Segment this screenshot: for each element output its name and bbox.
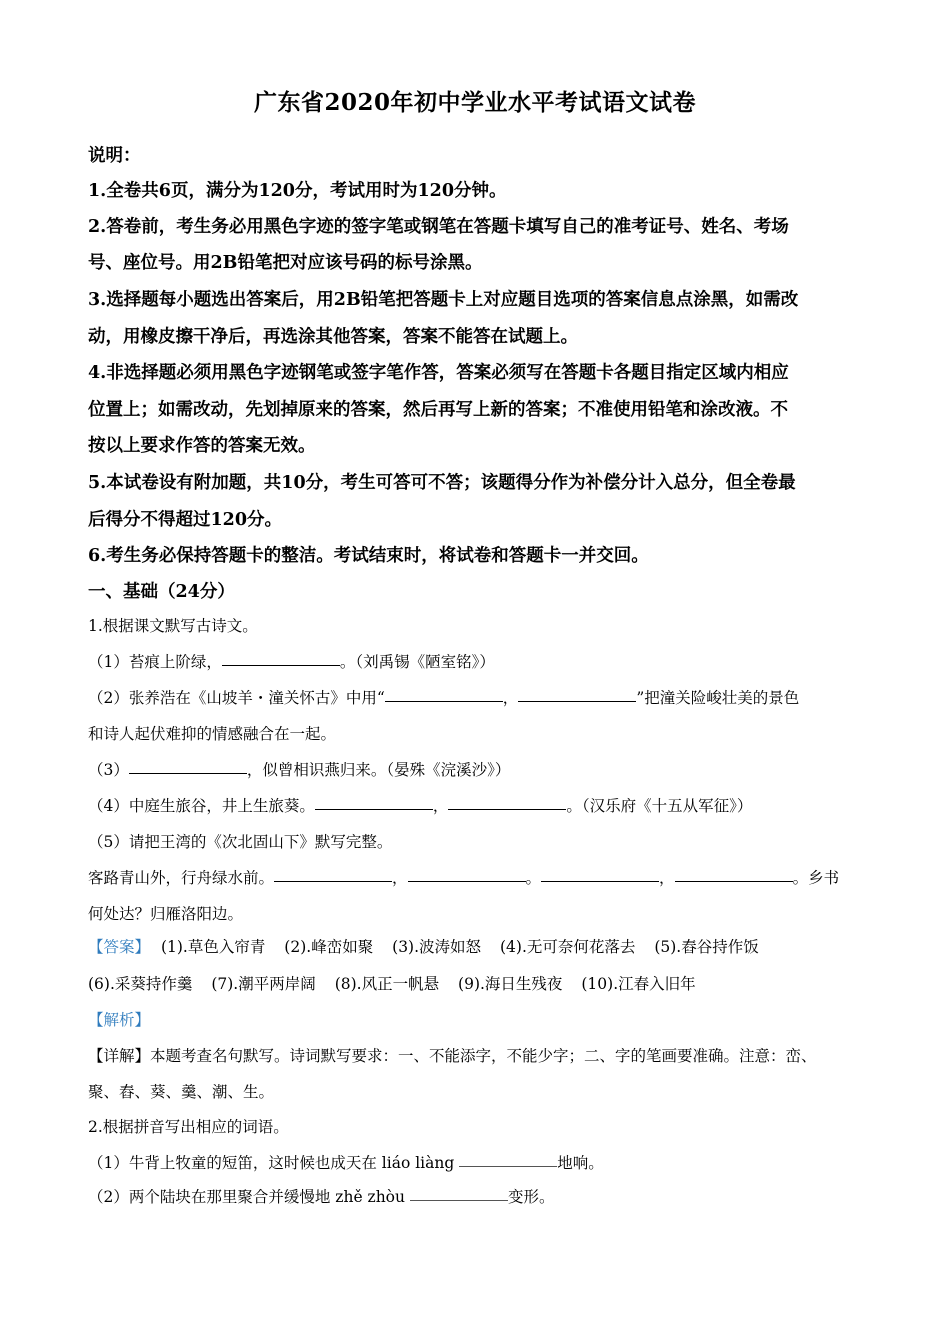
answer-blank [410,1199,508,1201]
instruction-line: 号、座位号。用2B铅笔把对应该号码的标号涂黑。 [88,253,483,273]
text: 客路青山外，行舟绿水前。 [88,869,275,887]
answer-text: 江春入旧年 [618,975,696,993]
text: （2）张养浩在《山坡羊・潼关怀古》中用“ [88,689,385,707]
detail-line-cont: 聚、舂、葵、羹、潮、生。 [88,1083,275,1101]
answer-text: 舂谷持作饭 [681,938,759,956]
detail-text: 本题考查名句默写。诗词默写要求：一、不能添字，不能少字；二、字的笔画要准确。注意：峦、 [150,1047,817,1065]
answer-blank [518,700,636,702]
answer-num: (7). [211,975,239,993]
answer-text: 草色入帘青 [187,938,266,956]
instructions-heading: 说明： [88,146,141,166]
answer-num: (8). [334,975,362,993]
detail-line [88,1044,817,1066]
text: 。（汉乐府《十五从军征》） [566,797,753,815]
instruction-line: 后得分不得超过120分。 [88,510,283,530]
answer-blank [274,880,392,882]
question-1-part-3 [88,758,510,780]
answer-blank [315,808,433,810]
text: （3） [88,761,129,779]
question-1-poem-cont: 何处达？归雁洛阳边。 [88,905,244,923]
text: ”把潼关险峻壮美的景色 [636,689,800,707]
answer-text: 无可奈何花落去 [526,938,636,956]
answer-text: 波涛如怒 [419,938,482,956]
question-1-part-5: （5）请把王湾的《次北固山下》默写完整。 [88,833,393,851]
answer-blank [129,772,247,774]
text: 。（刘禹锡《陋室铭》） [339,653,495,671]
instruction-line: 按以上要求作答的答案无效。 [88,436,316,456]
question-1-poem-line [88,866,839,888]
text: ， [392,869,408,887]
instruction-line: 3.选择题每小题选出答案后，用2B铅笔把答题卡上对应题目选项的答案信息点涂黑，如需改 [88,290,799,310]
instruction-line: 位置上；如需改动，先划掉原来的答案，然后再写上新的答案；不准使用铅笔和涂改液。不 [88,400,788,420]
text: （2）两个陆块在那里聚合并缓慢地 zhě zhòu [88,1188,410,1206]
answer-text: 采葵持作羹 [114,975,193,993]
detail-label: 【详解】 [88,1047,151,1065]
answer-blank [448,808,566,810]
text: ，似曾相识燕归来。（晏殊《浣溪沙》） [246,761,511,779]
answer-blank [385,700,503,702]
answer-row-1 [88,935,759,957]
question-2-part-1 [88,1151,604,1173]
answer-blank [675,880,793,882]
text: 地响。 [557,1154,604,1172]
instruction-line: 6.考生务必保持答题卡的整洁。考试结束时，将试卷和答题卡一并交回。 [88,546,649,566]
text: ， [502,689,519,707]
question-2-stem: 2.根据拼音写出相应的词语。 [88,1118,289,1136]
answer-num: (4). [499,938,527,956]
answer-text: 峰峦如聚 [311,938,374,956]
answer-text: 潮平两岸阔 [238,975,316,993]
text: ， [432,797,449,815]
instruction-line: 2.答卷前，考生务必用黑色字迹的签字笔或钢笔在答题卡填写自己的准考证号、姓名、考场 [88,217,789,237]
question-1-part-2 [88,686,799,708]
answer-text: 风正一帆悬 [361,975,440,993]
question-1-part-1 [88,650,495,672]
question-1-part-4 [88,794,752,816]
answer-num: (3). [392,938,420,956]
instruction-line: 4.非选择题必须用黑色字迹钢笔或签字笔作答，答案必须写在答题卡各题目指定区域内相应 [88,363,789,383]
answer-num: (10). [581,975,619,993]
analysis-label: 【解析】 [88,1011,151,1029]
text: ， [659,869,675,887]
instruction-line: 1.全卷共6页，满分为120分，考试用时为120分钟。 [88,181,507,201]
answer-num: (5). [654,938,682,956]
answer-num: (9). [458,975,485,993]
answer-num: (6). [88,975,115,993]
text: 。乡书 [792,869,840,887]
question-2-part-2 [88,1185,554,1207]
answer-blank [408,880,526,882]
text: （1）牛背上牧童的短笛，这时候也成天在 liáo liàng [88,1154,460,1172]
text: （4）中庭生旅谷，井上生旅葵。 [88,797,315,815]
instruction-line: 5.本试卷设有附加题，共10分，考生可答可不答；该题得分作为补偿分计入总分，但全卷最 [88,473,796,493]
answer-blank [541,880,659,882]
text: 。 [525,869,542,887]
answer-label: 【答案】 [88,938,151,956]
answer-blank [459,1165,557,1167]
instruction-line: 动，用橡皮擦干净后，再选涂其他答案，答案不能答在试题上。 [88,327,578,347]
page-title: 广东省2020年初中学业水平考试语文试卷 [253,89,696,116]
answer-blank [222,664,340,666]
answer-row-2 [88,972,696,994]
question-1-stem: 1.根据课文默写古诗文。 [88,617,258,635]
text: （1）苔痕上阶绿， [88,653,222,671]
question-1-part-2-cont: 和诗人起伏难抑的情感融合在一起。 [88,725,337,743]
answer-num: (1). [160,938,188,956]
answer-num: (2). [284,938,312,956]
answer-text: 海日生残夜 [484,975,563,993]
section-heading: 一、基础（24分） [88,582,235,602]
text: 变形。 [507,1188,555,1206]
